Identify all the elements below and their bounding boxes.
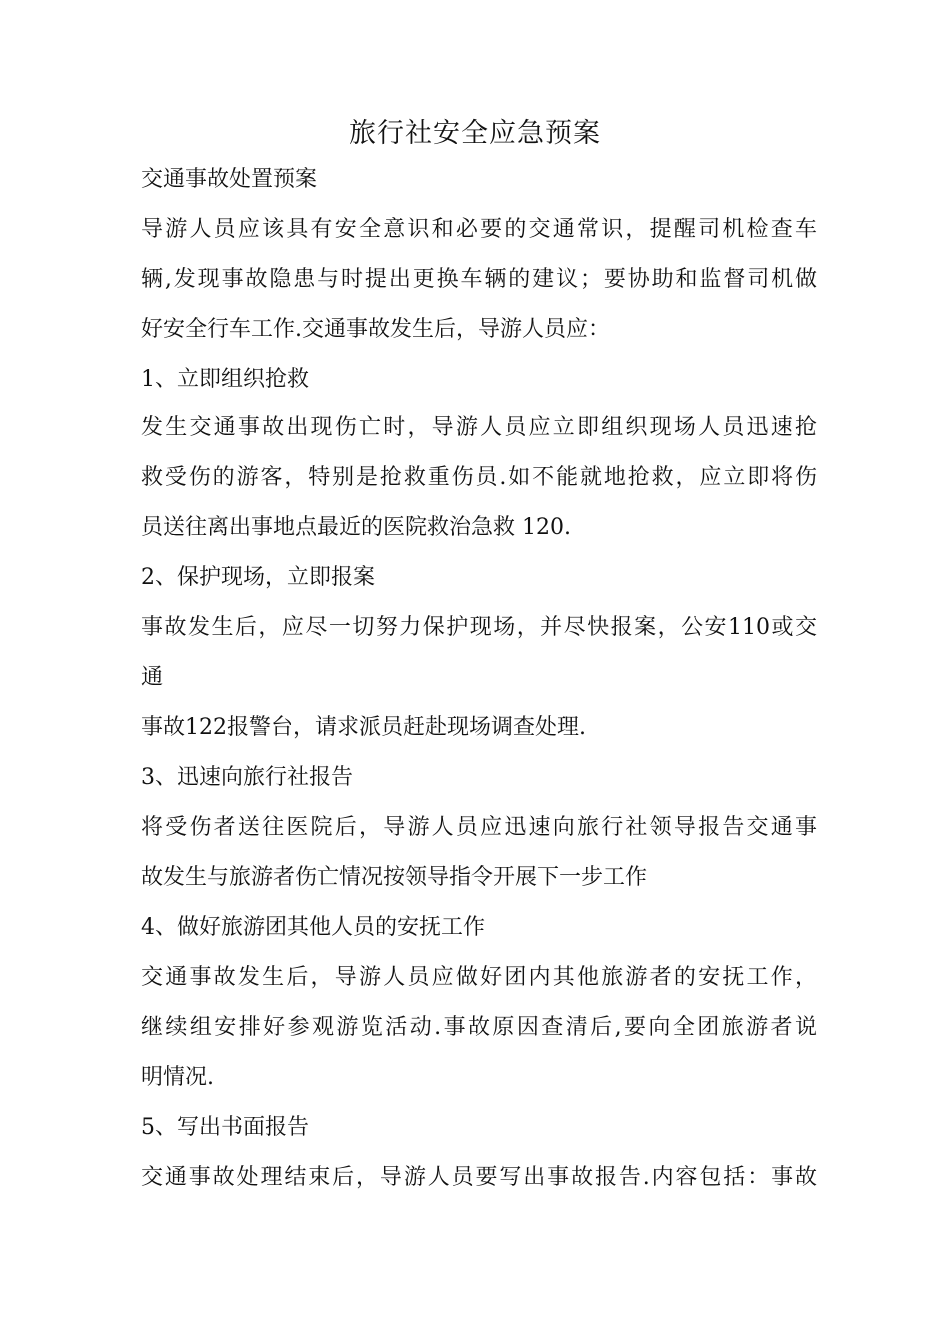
paragraph-line: 事故发生后，应尽一切努力保护现场，并尽快报案，公安110或交 [141,615,817,640]
paragraph-line: 事故122报警台，请求派员赶赴现场调查处理. [141,715,586,740]
section-heading: 5、写出书面报告 [141,1115,309,1140]
paragraph-line: 故发生与旅游者伤亡情况按领导指令开展下一步工作 [141,865,648,890]
paragraph-line: 发生交通事故出现伤亡时，导游人员应立即组织现场人员迅速抢 [141,415,817,440]
paragraph-line: 交通事故处理结束后，导游人员要写出事故报告.内容包括：事故 [141,1165,817,1190]
paragraph-line: 交通事故发生后，导游人员应做好团内其他旅游者的安抚工作， [141,965,817,990]
section-heading: 4、做好旅游团其他人员的安抚工作 [141,915,485,940]
paragraph-line: 导游人员应该具有安全意识和必要的交通常识，提醒司机检查车 [141,217,817,242]
paragraph-line: 继续组安排好参观游览活动.事故原因查清后,要向全团旅游者说 [141,1015,817,1040]
paragraph-line: 辆,发现事故隐患与时提出更换车辆的建议；要协助和监督司机做 [141,267,817,292]
section-heading: 3、迅速向旅行社报告 [141,765,353,790]
section-heading: 2、保护现场，立即报案 [141,565,375,590]
paragraph-line: 通 [141,665,164,690]
paragraph-line: 好安全行车工作.交通事故发生后，导游人员应： [141,317,610,342]
paragraph-line: 明情况. [141,1065,214,1090]
section-heading: 交通事故处置预案 [141,167,318,192]
paragraph-line: 员送往离出事地点最近的医院救治急救 120. [141,515,571,540]
document-title: 旅行社安全应急预案 [349,118,601,149]
paragraph-line: 救受伤的游客，特别是抢救重伤员.如不能就地抢救，应立即将伤 [141,465,817,490]
section-heading: 1、立即组织抢救 [141,367,309,392]
paragraph-line: 将受伤者送往医院后，导游人员应迅速向旅行社领导报告交通事 [141,815,817,840]
